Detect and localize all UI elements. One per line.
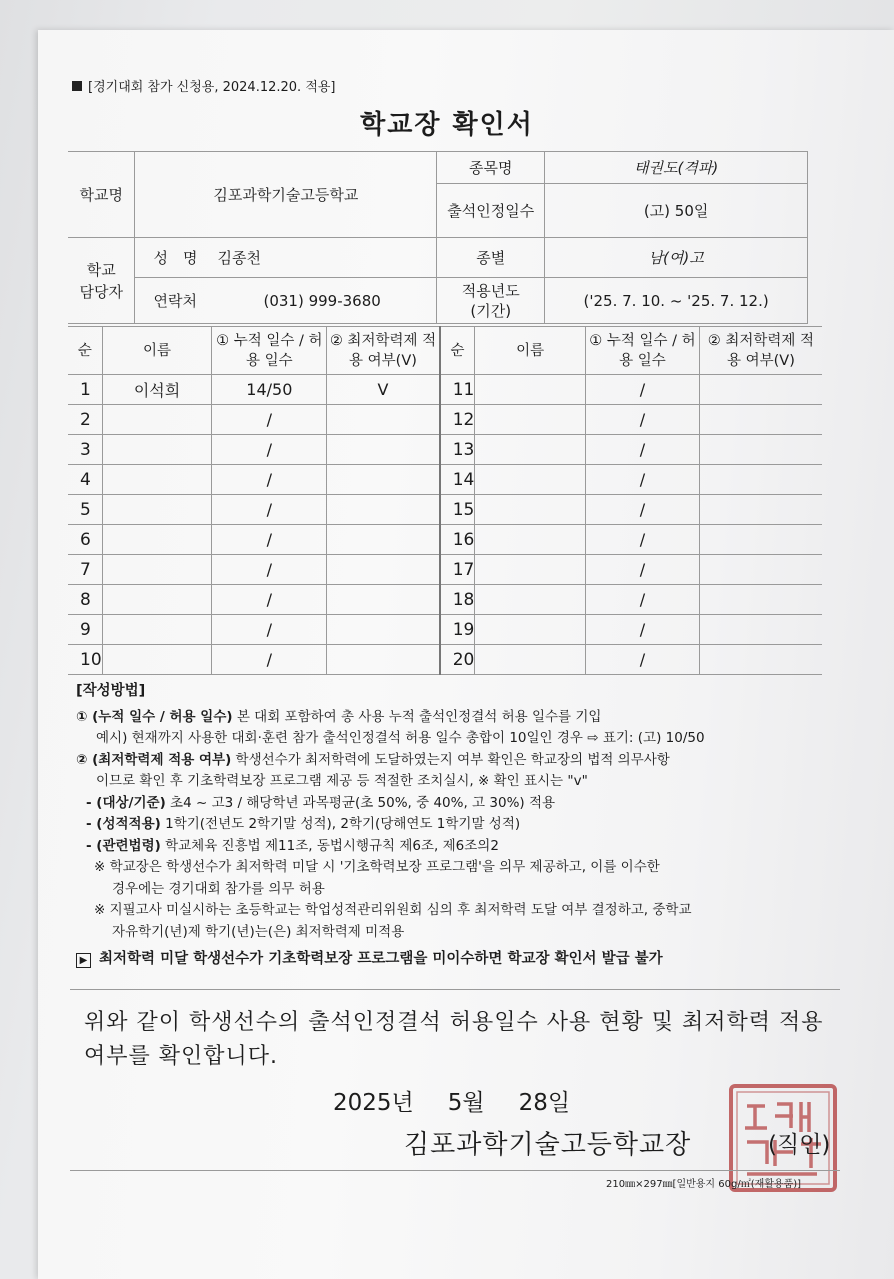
final-text: 최저학력 미달 학생선수가 기초학력보장 프로그램을 미이수하면 학교장 확인서 발급 불가 bbox=[99, 951, 663, 967]
row-name-2 bbox=[475, 525, 586, 555]
row-min-2 bbox=[699, 405, 822, 435]
arrow-box-icon: ▶ bbox=[76, 953, 91, 968]
row-days: 14/50 bbox=[212, 375, 327, 405]
school-label: 학교명 bbox=[68, 152, 135, 238]
event-value: 태권도(격파) bbox=[545, 152, 808, 184]
header-min-2 bbox=[699, 327, 822, 375]
row-days-2: / bbox=[585, 435, 699, 465]
method-item-2-cont: 이므로 확인 후 기초학력보장 프로그램 제공 등 적절한 조치실시, ※ 확인 표시는 "v" bbox=[96, 773, 588, 789]
row-min bbox=[327, 435, 440, 465]
method-bullet-1 bbox=[76, 793, 836, 815]
table-row bbox=[68, 615, 822, 645]
method-note-1: ※ 학교장은 학생선수가 최저학력 미달 시 '기초학력보장 프로그램'을 의무 제공하고, 이를 이수한 bbox=[94, 859, 660, 875]
row-name bbox=[102, 405, 212, 435]
row-name bbox=[102, 555, 212, 585]
row-days-2: / bbox=[585, 495, 699, 525]
row-min-2 bbox=[699, 465, 822, 495]
table-row bbox=[68, 375, 822, 405]
row-days-2: / bbox=[585, 585, 699, 615]
period-value: ('25. 7. 10. ~ '25. 7. 12.) bbox=[545, 278, 808, 324]
method-bullet-2 bbox=[76, 814, 836, 836]
row-min bbox=[327, 615, 440, 645]
row-min bbox=[327, 495, 440, 525]
header-days-text-2: ① 누적 일수 / 허용 일수 bbox=[589, 332, 696, 369]
row-name-2 bbox=[475, 495, 586, 525]
row-min bbox=[327, 465, 440, 495]
row-num: 3 bbox=[68, 435, 102, 465]
row-num: 4 bbox=[68, 465, 102, 495]
date-month: 5월 bbox=[447, 1090, 485, 1116]
row-name bbox=[102, 465, 212, 495]
row-num: 6 bbox=[68, 525, 102, 555]
square-bullet-icon bbox=[72, 81, 82, 91]
days-value: (고) 50일 bbox=[545, 184, 808, 238]
table-row bbox=[68, 465, 822, 495]
method-note-2b: 자유학기(년)제 학기(년)는(은) 최저학력제 미적용 bbox=[112, 923, 405, 940]
row-name: 이석희 bbox=[102, 375, 212, 405]
staff-label bbox=[68, 238, 135, 324]
item2-text: 학생선수가 최저학력에 도달하였는지 여부 확인은 학교장의 법적 의무사항 bbox=[231, 751, 670, 768]
row-name-2 bbox=[475, 555, 586, 585]
row-name-2 bbox=[475, 615, 586, 645]
method-final bbox=[76, 949, 836, 971]
row-num-2: 19 bbox=[440, 615, 475, 645]
item1-bold: ① (누적 일수 / 허용 일수) bbox=[76, 708, 233, 725]
table-row bbox=[68, 435, 822, 465]
header-name-2: 이름 bbox=[475, 327, 586, 375]
writing-method bbox=[76, 681, 836, 971]
period-label-text: 적용년도 (기간) bbox=[461, 281, 520, 320]
b1-text: 초4 ~ 고3 / 해당학년 과목평균(초 50%, 중 40%, 고 30%) 적용 bbox=[165, 794, 556, 811]
row-num-2: 17 bbox=[440, 555, 475, 585]
b1-bold: - (대상/기준) bbox=[86, 794, 166, 811]
issue-date bbox=[333, 1084, 604, 1117]
divider-bottom bbox=[70, 1170, 840, 1171]
method-bullet-3 bbox=[76, 836, 836, 858]
row-num-2: 18 bbox=[440, 585, 475, 615]
seal-label: (직인) bbox=[768, 1132, 831, 1158]
row-name-2 bbox=[475, 585, 586, 615]
header-name: 이름 bbox=[102, 327, 212, 375]
row-min-2 bbox=[699, 375, 822, 405]
header-note-text: [경기대회 참가 신청용, 2024.12.20. 적용] bbox=[88, 80, 336, 95]
date-day: 28일 bbox=[518, 1090, 571, 1116]
row-min bbox=[327, 525, 440, 555]
row-num-2: 14 bbox=[440, 465, 475, 495]
b3-bold: - (관련법령) bbox=[86, 837, 161, 854]
confirm-text: 위와 같이 학생선수의 출석인정결석 허용일수 사용 현황 및 최저학력 적용 여부를 확인합니다. bbox=[84, 1010, 824, 1069]
header-note bbox=[72, 76, 336, 95]
contact-value: (031) 999-3680 bbox=[263, 292, 381, 310]
row-min bbox=[327, 555, 440, 585]
contact-cell bbox=[135, 278, 437, 324]
row-min bbox=[327, 405, 440, 435]
table-row bbox=[68, 495, 822, 525]
row-name-2 bbox=[475, 375, 586, 405]
row-num: 1 bbox=[68, 375, 102, 405]
row-days-2: / bbox=[585, 615, 699, 645]
method-heading: [작성방법] bbox=[76, 683, 146, 699]
roster-table bbox=[68, 326, 822, 675]
row-num-2: 11 bbox=[440, 375, 475, 405]
row-days-2: / bbox=[585, 525, 699, 555]
row-days-2: / bbox=[585, 645, 699, 675]
row-days: / bbox=[212, 555, 327, 585]
row-days-2: / bbox=[585, 405, 699, 435]
row-num-2: 15 bbox=[440, 495, 475, 525]
row-days: / bbox=[212, 465, 327, 495]
row-name bbox=[102, 525, 212, 555]
period-label bbox=[437, 278, 545, 324]
row-min-2 bbox=[699, 615, 822, 645]
event-label: 종목명 bbox=[437, 152, 545, 184]
row-days: / bbox=[212, 645, 327, 675]
name-cell bbox=[135, 238, 437, 278]
row-days: / bbox=[212, 585, 327, 615]
item1-text: 본 대회 포함하여 총 사용 누적 출석인정결석 허용 일수를 기입 bbox=[232, 708, 602, 725]
divider-top bbox=[70, 989, 840, 990]
principal-signature: 김포과학기술고등학교장 bbox=[404, 1130, 692, 1160]
row-name bbox=[102, 495, 212, 525]
info-table bbox=[68, 151, 808, 324]
staff-label-text: 학교 담당자 bbox=[79, 260, 123, 301]
row-num: 7 bbox=[68, 555, 102, 585]
row-min: V bbox=[327, 375, 440, 405]
header-num-2: 순 bbox=[440, 327, 475, 375]
method-item-2 bbox=[76, 750, 836, 772]
row-days: / bbox=[212, 495, 327, 525]
row-num: 9 bbox=[68, 615, 102, 645]
method-note-2: ※ 지필고사 미실시하는 초등학교는 학업성적관리위원회 심의 후 최저학력 도달 여부 결정하고, 중학교 bbox=[94, 902, 692, 918]
gender-value: 남(여)고 bbox=[545, 238, 808, 278]
row-num: 10 bbox=[68, 645, 102, 675]
days-label: 출석인정일수 bbox=[437, 184, 545, 238]
header-min-text: ② 최저학력제 적용 여부(V) bbox=[329, 332, 437, 369]
row-days-2: / bbox=[585, 465, 699, 495]
item2-bold: ② (최저학력제 적용 여부) bbox=[76, 751, 232, 768]
row-min bbox=[327, 585, 440, 615]
method-item-1 bbox=[76, 707, 836, 729]
table-row bbox=[68, 405, 822, 435]
b3-text: 학교체육 진흥법 제11조, 동법시행규칙 제6조, 제6조의2 bbox=[160, 837, 499, 854]
header-min-text-2: ② 최저학력제 적용 여부(V) bbox=[707, 332, 815, 369]
roster-body bbox=[68, 327, 822, 675]
row-name-2 bbox=[475, 435, 586, 465]
row-name bbox=[102, 585, 212, 615]
row-num: 8 bbox=[68, 585, 102, 615]
row-name-2 bbox=[475, 465, 586, 495]
row-num-2: 20 bbox=[440, 645, 475, 675]
name-label: 성 명 bbox=[153, 249, 198, 267]
roster-header-row bbox=[68, 327, 822, 375]
method-note-1b: 경우에는 경기대회 참가를 의무 허용 bbox=[112, 880, 325, 897]
row-days: / bbox=[212, 525, 327, 555]
row-min-2 bbox=[699, 495, 822, 525]
row-days-2: / bbox=[585, 375, 699, 405]
b2-bold: - (성적적용) bbox=[86, 816, 161, 832]
paper-spec: 210㎜×297㎜[일반용지 60g/㎡(재활용품)] bbox=[606, 1179, 802, 1190]
row-num: 2 bbox=[68, 405, 102, 435]
b2-text: 1학기(전년도 2학기말 성적), 2학기(당해연도 1학기말 성적) bbox=[160, 816, 521, 832]
document-title: 학교장 확인서 bbox=[360, 110, 534, 140]
header-days-text: ① 누적 일수 / 허용 일수 bbox=[216, 332, 323, 369]
header-days bbox=[212, 327, 327, 375]
row-num-2: 12 bbox=[440, 405, 475, 435]
row-min bbox=[327, 645, 440, 675]
row-num-2: 16 bbox=[440, 525, 475, 555]
table-row bbox=[68, 525, 822, 555]
gender-label: 종별 bbox=[437, 238, 545, 278]
row-name-2 bbox=[475, 645, 586, 675]
school-value: 김포과학기술고등학교 bbox=[135, 152, 437, 238]
row-name-2 bbox=[475, 405, 586, 435]
row-name bbox=[102, 645, 212, 675]
row-min-2 bbox=[699, 555, 822, 585]
header-days-2 bbox=[585, 327, 699, 375]
row-days: / bbox=[212, 405, 327, 435]
header-num: 순 bbox=[68, 327, 102, 375]
row-days-2: / bbox=[585, 555, 699, 585]
row-num: 5 bbox=[68, 495, 102, 525]
row-days: / bbox=[212, 435, 327, 465]
row-days: / bbox=[212, 615, 327, 645]
table-row bbox=[68, 555, 822, 585]
row-min-2 bbox=[699, 645, 822, 675]
row-name bbox=[102, 615, 212, 645]
row-num-2: 13 bbox=[440, 435, 475, 465]
date-year: 2025년 bbox=[333, 1090, 414, 1116]
method-item-1-example: 예시) 현재까지 사용한 대회·훈련 참가 출석인정결석 허용 일수 총합이 10일인 경우 ⇨ 표기: (고) 10/50 bbox=[96, 730, 705, 746]
table-row bbox=[68, 645, 822, 675]
row-name bbox=[102, 435, 212, 465]
row-min-2 bbox=[699, 585, 822, 615]
contact-label: 연락처 bbox=[153, 292, 197, 310]
row-min-2 bbox=[699, 525, 822, 555]
header-min bbox=[327, 327, 440, 375]
table-row bbox=[68, 585, 822, 615]
name-value: 김종천 bbox=[217, 249, 261, 267]
row-min-2 bbox=[699, 435, 822, 465]
